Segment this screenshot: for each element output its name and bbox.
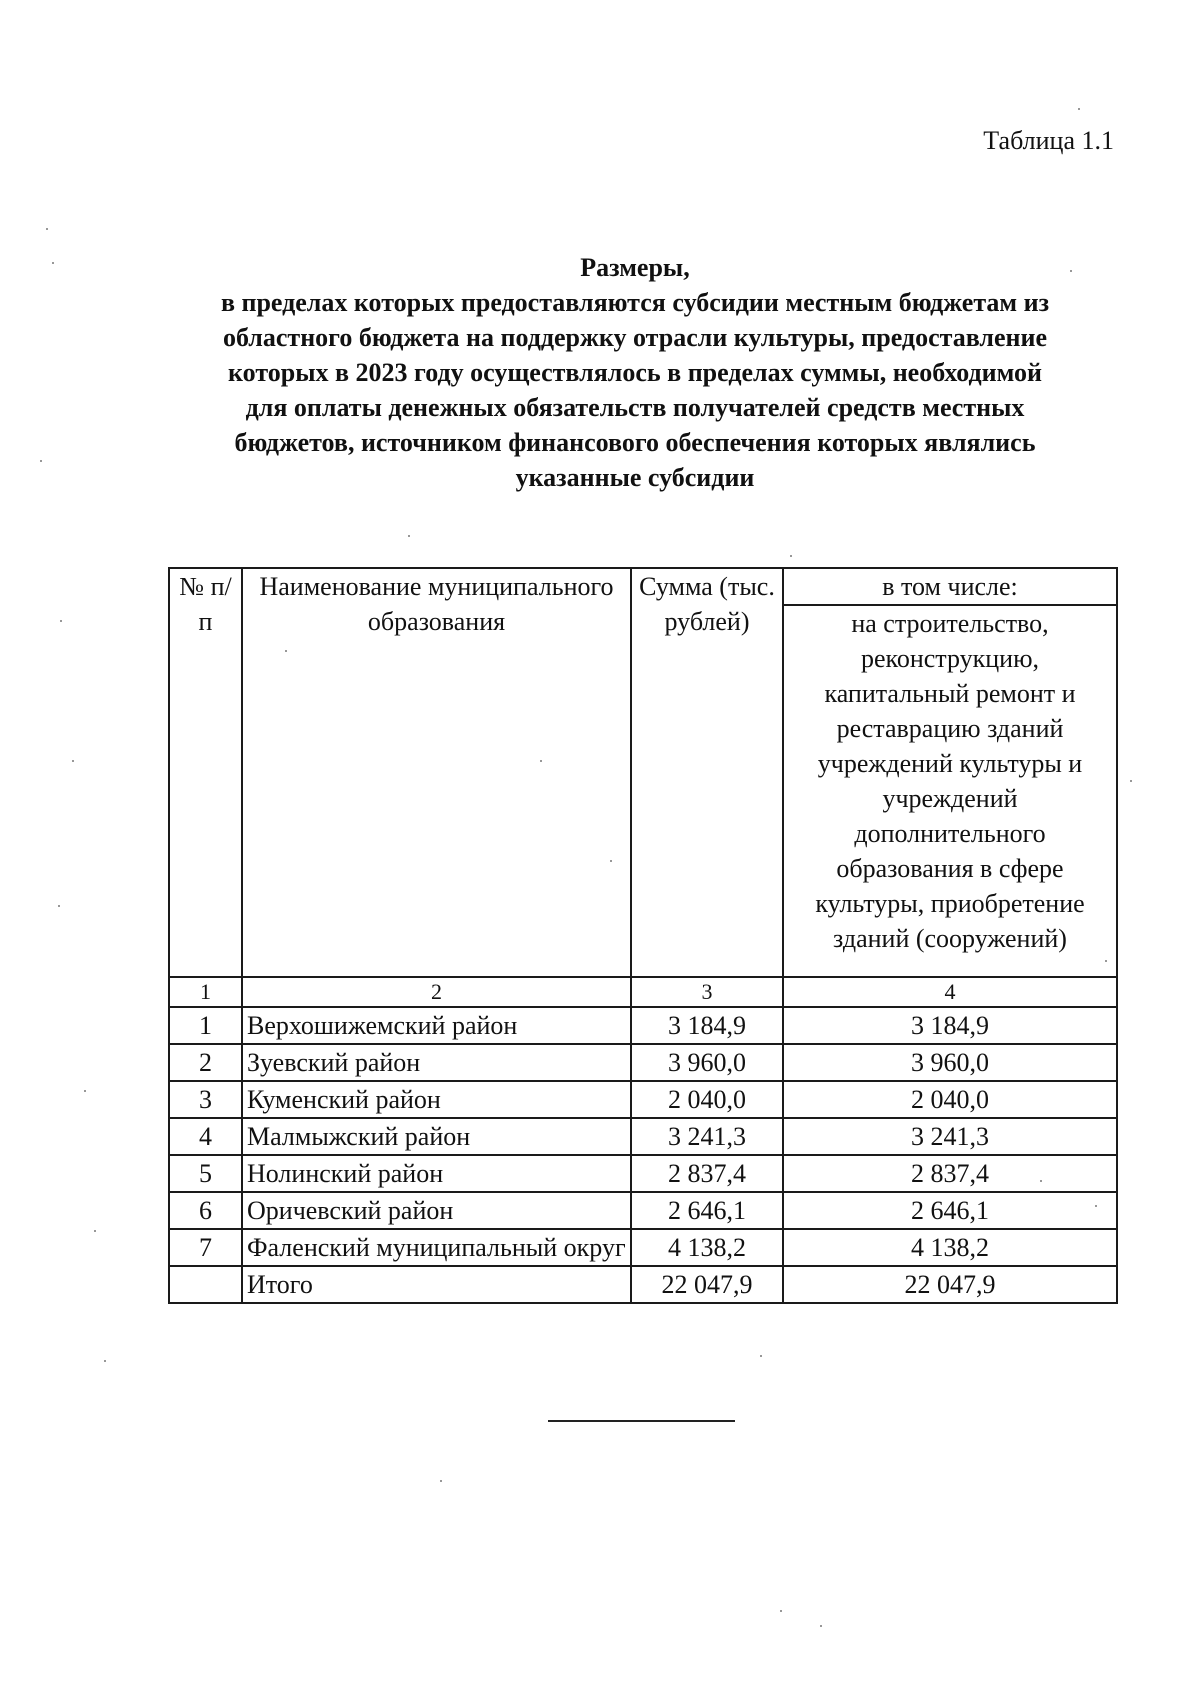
sum-value: 2 040,0 — [631, 1081, 783, 1118]
heading-line: которых в 2023 году осуществлялось в пределах суммы, необходимой — [228, 358, 1042, 387]
closing-rule — [548, 1420, 735, 1422]
table-row — [169, 1007, 1117, 1044]
sum-value: 2 837,4 — [631, 1155, 783, 1192]
header-construction: на строительство, реконструкцию, капитальный ремонт и реставрацию зданий учреждений культуры и учреждений дополнительного образования в сфере культуры, приобретение зданий (сооружений) — [783, 605, 1117, 977]
row-number: 2 — [169, 1044, 242, 1081]
total-empty-cell — [169, 1266, 242, 1303]
table-row — [169, 1155, 1117, 1192]
table-row — [169, 1229, 1117, 1266]
including-value: 3 184,9 — [783, 1007, 1117, 1044]
table-row — [169, 1192, 1117, 1229]
row-number: 3 — [169, 1081, 242, 1118]
table-row — [169, 1118, 1117, 1155]
including-value: 2 646,1 — [783, 1192, 1117, 1229]
total-sum: 22 047,9 — [631, 1266, 783, 1303]
subsidies-table — [168, 567, 1118, 1304]
municipality-name: Зуевский район — [242, 1044, 631, 1081]
row-number: 7 — [169, 1229, 242, 1266]
heading-line: Размеры, — [580, 253, 690, 282]
column-number: 4 — [783, 977, 1117, 1007]
row-number: 6 — [169, 1192, 242, 1229]
heading-line: бюджетов, источником финансового обеспечения которых являлись — [234, 428, 1036, 457]
including-value: 2 837,4 — [783, 1155, 1117, 1192]
table-heading — [175, 250, 1095, 495]
municipality-name: Куменский район — [242, 1081, 631, 1118]
header-including: в том числе: — [783, 568, 1117, 605]
municipality-name: Нолинский район — [242, 1155, 631, 1192]
column-number: 2 — [242, 977, 631, 1007]
table-row — [169, 1081, 1117, 1118]
column-number-row — [169, 977, 1117, 1007]
header-sum: Сумма (тыс. рублей) — [631, 568, 783, 977]
including-value: 3 241,3 — [783, 1118, 1117, 1155]
including-value: 4 138,2 — [783, 1229, 1117, 1266]
column-number: 3 — [631, 977, 783, 1007]
total-label: Итого — [242, 1266, 631, 1303]
sum-value: 3 241,3 — [631, 1118, 783, 1155]
heading-line: областного бюджета на поддержку отрасли культуры, предоставление — [222, 323, 1048, 352]
municipality-name: Фаленский муниципальный округ — [242, 1229, 631, 1266]
total-row — [169, 1266, 1117, 1303]
header-municipality: Наименование муниципального образования — [242, 568, 631, 977]
row-number: 5 — [169, 1155, 242, 1192]
sum-value: 4 138,2 — [631, 1229, 783, 1266]
row-number: 4 — [169, 1118, 242, 1155]
table-row — [169, 1044, 1117, 1081]
including-value: 3 960,0 — [783, 1044, 1117, 1081]
total-including: 22 047,9 — [783, 1266, 1117, 1303]
municipality-name: Верхошижемский район — [242, 1007, 631, 1044]
table-label: Таблица 1.1 — [983, 126, 1114, 155]
heading-line: в пределах которых предоставляются субсидии местным бюджетам из — [220, 288, 1050, 317]
column-number: 1 — [169, 977, 242, 1007]
sum-value: 2 646,1 — [631, 1192, 783, 1229]
row-number: 1 — [169, 1007, 242, 1044]
heading-line: указанные субсидии — [515, 463, 755, 492]
municipality-name: Малмыжский район — [242, 1118, 631, 1155]
including-value: 2 040,0 — [783, 1081, 1117, 1118]
sum-value: 3 184,9 — [631, 1007, 783, 1044]
header-number: № п/п — [169, 568, 242, 977]
sum-value: 3 960,0 — [631, 1044, 783, 1081]
municipality-name: Оричевский район — [242, 1192, 631, 1229]
heading-line: для оплаты денежных обязательств получателей средств местных — [245, 393, 1025, 422]
